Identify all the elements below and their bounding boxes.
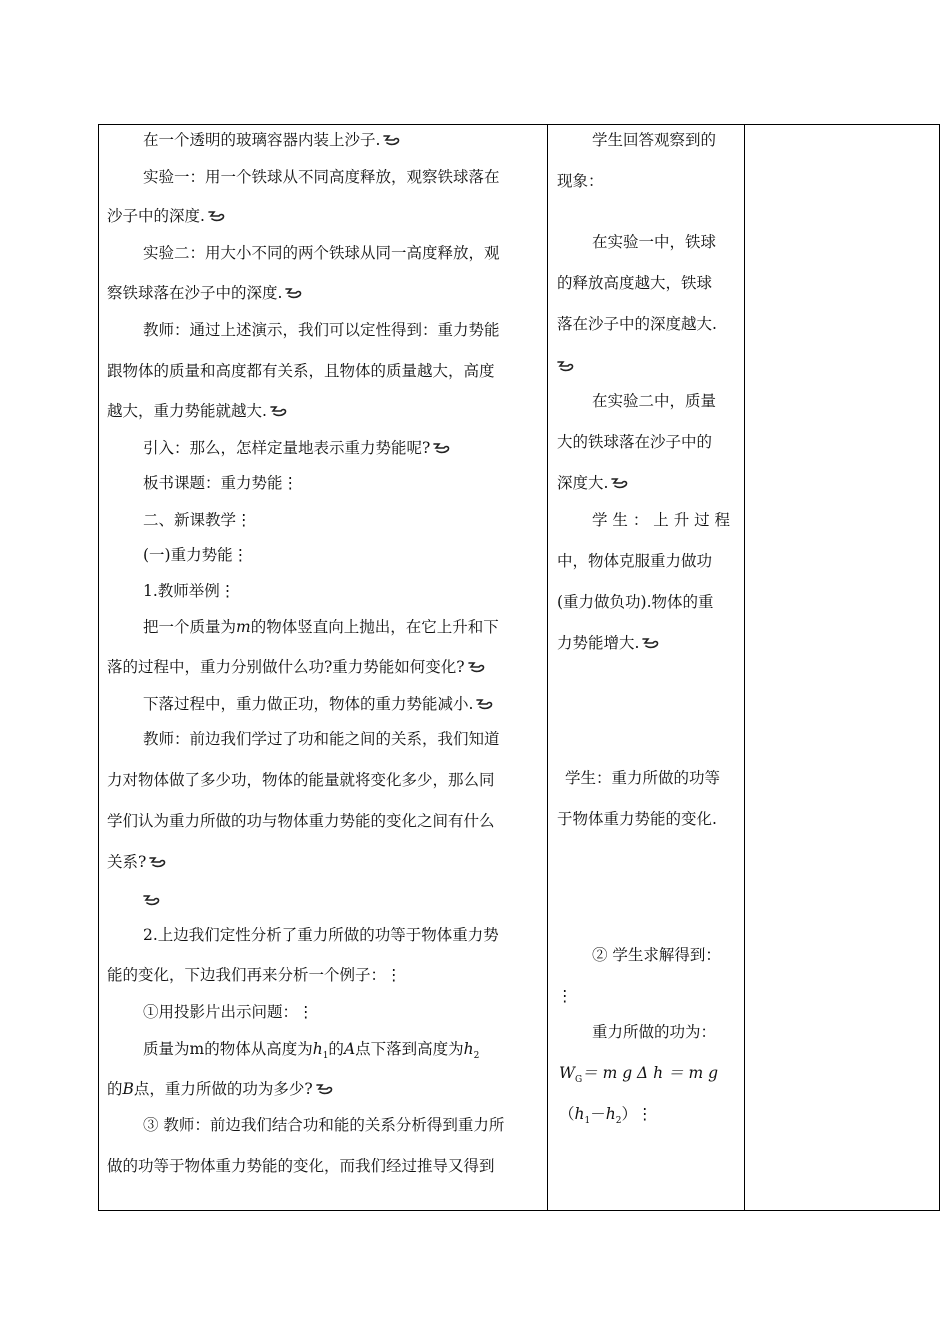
paragraph-mark-icon <box>143 894 161 906</box>
text-line: 现象： <box>557 172 604 190</box>
text-line: 落的过程中，重力分别做什么功?重力势能如何变化? <box>107 657 486 677</box>
notes-column <box>745 125 939 1210</box>
text-line: (重力做负功).物体的重 <box>557 593 714 611</box>
paragraph-mark-icon <box>642 637 660 649</box>
paragraph-mark-icon <box>149 856 167 868</box>
text-line: 的释放高度越大，铁球 <box>557 274 713 292</box>
text-line: 能的变化，下边我们再来分析一个例子：⋮ <box>107 966 402 984</box>
text-line: 学 生 ： 上 升 过 程 <box>592 511 731 529</box>
text-line: (一)重力势能⋮ <box>143 546 249 564</box>
text-line: 沙子中的深度. <box>107 206 226 226</box>
text-line: ①用投影片出示问题：⋮ <box>143 1003 314 1021</box>
formula-line: $W_G= m$ g Δ h ＝ m g <box>559 1064 719 1086</box>
text-line: ③ 教师：前边我们结合功和能的关系分析得到重力所 <box>143 1116 505 1134</box>
formula-line: $(h_1-h_2)⋮$ <box>559 1105 653 1127</box>
paragraph-mark-icon <box>557 360 575 372</box>
text-line: ⋮ <box>557 987 573 1005</box>
text-line: 的B点，重力所做的功为多少? <box>107 1079 334 1099</box>
text-line: 二、新课教学⋮ <box>143 511 252 529</box>
text-line: 力对物体做了多少功，物体的能量就将变化多少，那么同 <box>107 771 495 789</box>
text-line: 力势能增大. <box>557 633 660 653</box>
lesson-plan-table <box>98 124 940 1211</box>
text-line: 质量为m的物体从高度为$h_1$的A点下落到高度为$h_2$ <box>143 1040 480 1062</box>
student-activity-column <box>548 125 745 1210</box>
text-line: 察铁球落在沙子中的深度. <box>107 283 303 303</box>
text-line: 落在沙子中的深度越大. <box>557 315 717 333</box>
paragraph-mark-icon <box>611 477 629 489</box>
paragraph-mark-icon <box>468 661 486 673</box>
text-line: 重力所做的功为： <box>592 1023 717 1041</box>
text-line: 做的功等于物体重力势能的变化，而我们经过推导又得到 <box>107 1157 495 1175</box>
text-line: 在实验二中，质量 <box>592 392 717 410</box>
text-line: 实验一：用一个铁球从不同高度释放，观察铁球落在 <box>143 168 500 186</box>
text-line: ② 学生求解得到： <box>592 946 721 964</box>
text-line: 于物体重力势能的变化. <box>557 810 717 828</box>
text-line: 1.教师举例⋮ <box>143 582 236 600</box>
text-line: 引入：那么，怎样定量地表示重力势能呢? <box>143 438 451 458</box>
text-line: 大的铁球落在沙子中的 <box>557 433 713 451</box>
text-line: 中，物体克服重力做功 <box>557 552 713 570</box>
paragraph-mark-icon <box>433 442 451 454</box>
text-line: 教师：前边我们学过了功和能之间的关系，我们知道 <box>143 730 500 748</box>
text-line: 越大，重力势能就越大. <box>107 401 288 421</box>
text-line: 关系? <box>107 852 167 872</box>
empty-paragraph <box>557 356 575 376</box>
text-line: 在一个透明的玻璃容器内装上沙子. <box>143 130 401 150</box>
paragraph-mark-icon <box>285 287 303 299</box>
teacher-activity-column <box>99 125 548 1210</box>
text-line: 学们认为重力所做的功与物体重力势能的变化之间有什么 <box>107 812 495 830</box>
text-line: 在实验一中，铁球 <box>592 233 717 251</box>
paragraph-mark-icon <box>270 405 288 417</box>
empty-paragraph <box>143 890 161 910</box>
text-line: 学生：重力所做的功等 <box>565 769 721 787</box>
paragraph-mark-icon <box>383 134 401 146</box>
text-line: 2.上边我们定性分析了重力所做的功等于物体重力势 <box>143 926 499 944</box>
text-line: 教师：通过上述演示，我们可以定性得到：重力势能 <box>143 321 500 339</box>
paragraph-mark-icon <box>476 698 494 710</box>
text-line: 把一个质量为m的物体竖直向上抛出，在它上升和下 <box>143 618 499 636</box>
text-line: 学生回答观察到的 <box>592 131 717 149</box>
paragraph-mark-icon <box>316 1083 334 1095</box>
text-line: 下落过程中，重力做正功，物体的重力势能减小. <box>143 694 494 714</box>
text-line: 实验二：用大小不同的两个铁球从同一高度释放，观 <box>143 244 500 262</box>
text-line: 深度大. <box>557 473 629 493</box>
text-line: 跟物体的质量和高度都有关系，且物体的质量越大，高度 <box>107 362 495 380</box>
paragraph-mark-icon <box>208 210 226 222</box>
text-line: 板书课题：重力势能⋮ <box>143 474 299 492</box>
